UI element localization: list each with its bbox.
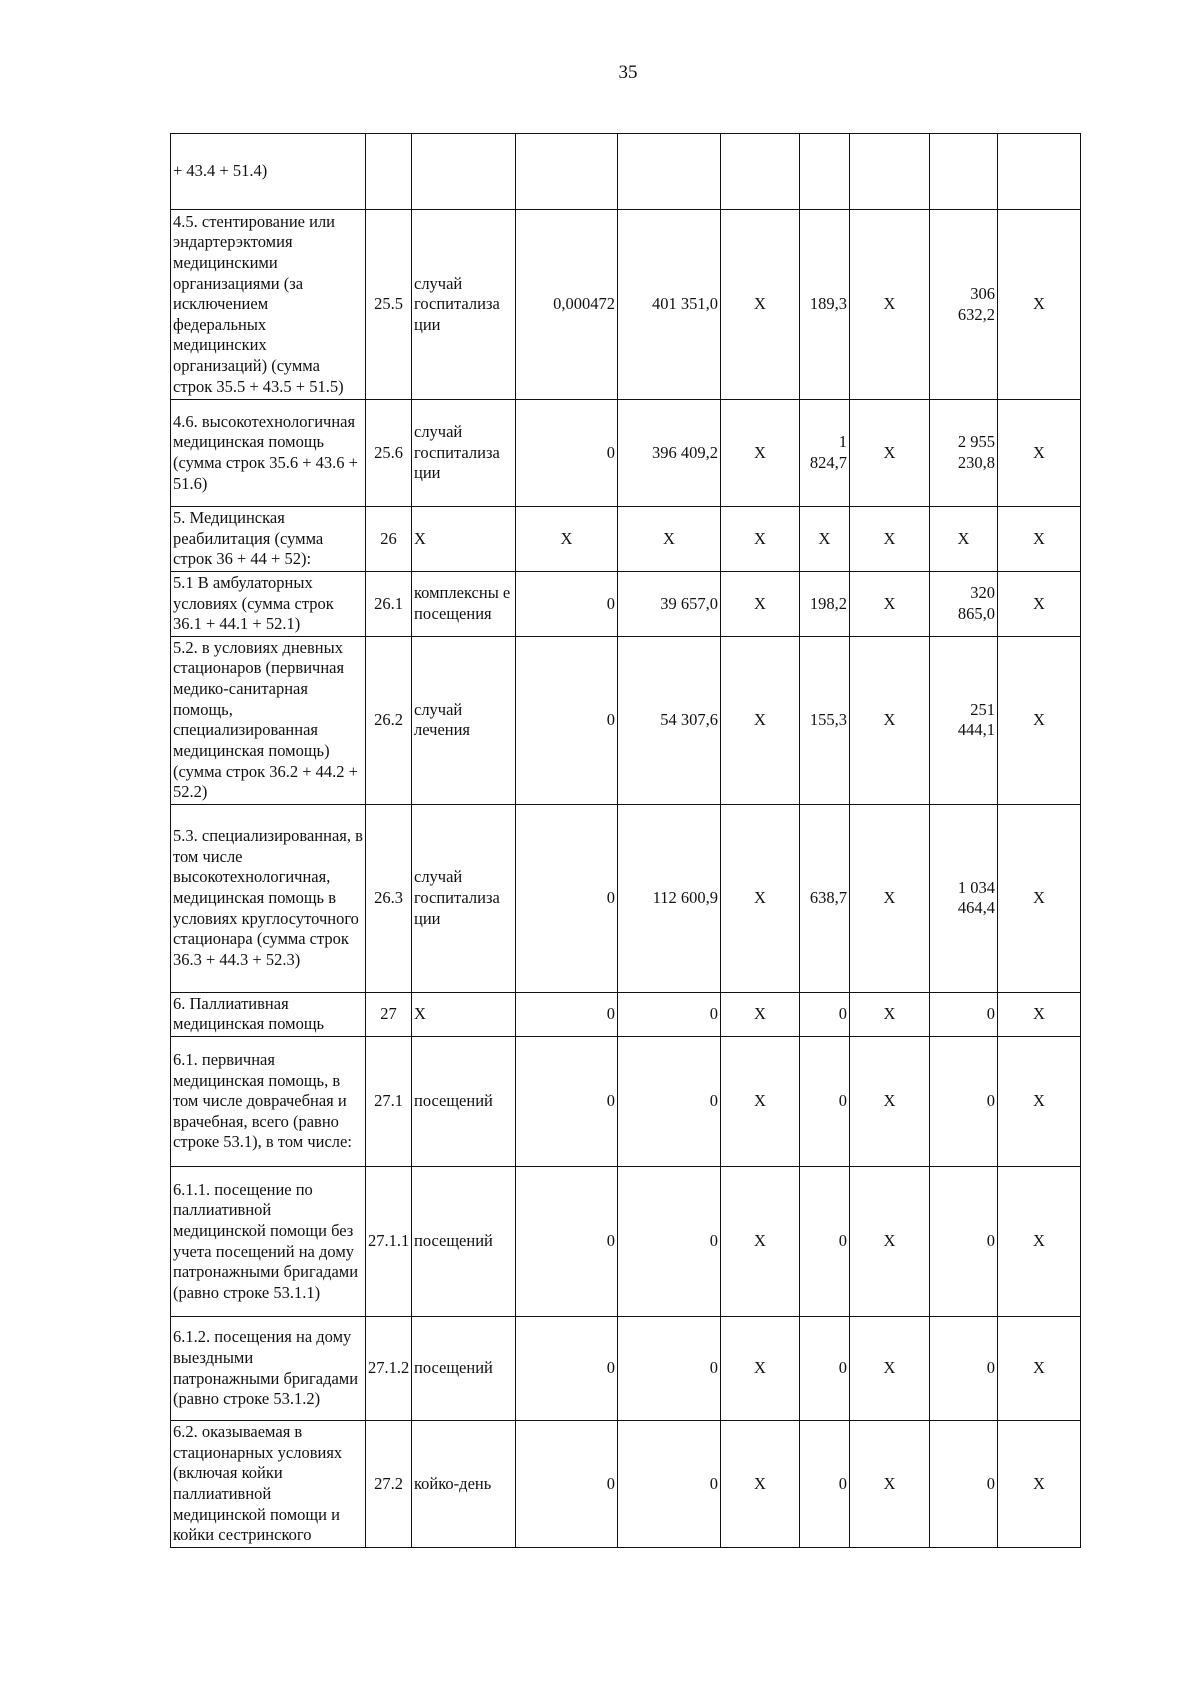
cell-col5: 0	[618, 1421, 721, 1548]
cell-col6: X	[721, 507, 800, 572]
table-row	[171, 636, 1081, 804]
cell-col8: X	[850, 804, 930, 992]
cell-col4: 0	[516, 992, 618, 1036]
row-unit: комплексны е посещения	[412, 571, 516, 636]
cell-col7: 0	[800, 1167, 850, 1317]
row-code: 26.3	[366, 804, 412, 992]
table-row	[171, 507, 1081, 572]
row-unit: X	[412, 992, 516, 1036]
cell-col4: 0	[516, 1421, 618, 1548]
row-name: 4.6. высокотехнологичная медицинская помощь (сумма строк 35.6 + 43.6 + 51.6)	[171, 400, 366, 507]
cell-col4: 0	[516, 636, 618, 804]
table-row	[171, 1317, 1081, 1421]
table-row	[171, 1037, 1081, 1167]
cell-col8: X	[850, 636, 930, 804]
cell-col8: X	[850, 400, 930, 507]
row-name: 6. Паллиативная медицинская помощь	[171, 992, 366, 1036]
row-name: 5.2. в условиях дневных стационаров (первичная медико-санитарная помощь, специализированная медицинская помощь) (сумма строк 36.2 + 44.2 + 52.2)	[171, 636, 366, 804]
cell-col10: X	[998, 1037, 1081, 1167]
cell-col7: X	[800, 507, 850, 572]
row-code: 27.1	[366, 1037, 412, 1167]
cell-col10: X	[998, 400, 1081, 507]
row-unit: случай госпитализа ции	[412, 400, 516, 507]
row-code: 26	[366, 507, 412, 572]
cell-col4: 0	[516, 1037, 618, 1167]
table-row	[171, 571, 1081, 636]
row-unit: койко-день	[412, 1421, 516, 1548]
row-name: 5. Медицинская реабилитация (сумма строк 36 + 44 + 52):	[171, 507, 366, 572]
cell-col4: 0	[516, 1167, 618, 1317]
cell-col4: X	[516, 507, 618, 572]
cell-col7: 0	[800, 1421, 850, 1548]
cell-col8: X	[850, 210, 930, 400]
cell-col10: X	[998, 804, 1081, 992]
row-unit: X	[412, 507, 516, 572]
cell-col7: 0	[800, 1317, 850, 1421]
row-code: 26.1	[366, 571, 412, 636]
cell-col7: 198,2	[800, 571, 850, 636]
cell-col5: 54 307,6	[618, 636, 721, 804]
row-unit: посещений	[412, 1317, 516, 1421]
row-code: 27.1.2	[366, 1317, 412, 1421]
row-code: 25.6	[366, 400, 412, 507]
row-name: 6.1. первичная медицинская помощь, в том числе доврачебная и врачебная, всего (равно строке 53.1), в том числе:	[171, 1037, 366, 1167]
row-unit: посещений	[412, 1037, 516, 1167]
cell-col8: X	[850, 1167, 930, 1317]
table-row	[171, 210, 1081, 400]
cell-col8	[850, 134, 930, 210]
cell-col4	[516, 134, 618, 210]
cell-col6: X	[721, 571, 800, 636]
row-name: 4.5. стентирование или эндартерэктомия медицинскими организациями (за исключением федеральных медицинских организаций) (сумма строк 35.5 + 43.5 + 51.5)	[171, 210, 366, 400]
cell-col8: X	[850, 571, 930, 636]
cell-col10: X	[998, 210, 1081, 400]
table-row	[171, 134, 1081, 210]
cell-col8: X	[850, 992, 930, 1036]
row-name: 5.1 В амбулаторных условиях (сумма строк 36.1 + 44.1 + 52.1)	[171, 571, 366, 636]
row-code: 27.2	[366, 1421, 412, 1548]
cell-col7: 1 824,7	[800, 400, 850, 507]
cell-col8: X	[850, 507, 930, 572]
cell-col5: 0	[618, 1037, 721, 1167]
cell-col9: 306 632,2	[930, 210, 998, 400]
cell-col6: X	[721, 210, 800, 400]
cell-col10: X	[998, 636, 1081, 804]
table-row	[171, 1167, 1081, 1317]
row-code: 27	[366, 992, 412, 1036]
row-unit	[412, 134, 516, 210]
cell-col6	[721, 134, 800, 210]
cell-col9: 0	[930, 1167, 998, 1317]
row-name: 5.3. специализированная, в том числе высокотехнологичная, медицинская помощь в условиях круглосуточного стационара (сумма строк 36.3 + 44.3 + 52.3)	[171, 804, 366, 992]
cell-col5: X	[618, 507, 721, 572]
table-row	[171, 1421, 1081, 1548]
cell-col6: X	[721, 804, 800, 992]
cell-col6: X	[721, 636, 800, 804]
cell-col10: X	[998, 992, 1081, 1036]
row-unit: случай лечения	[412, 636, 516, 804]
cell-col6: X	[721, 992, 800, 1036]
cell-col9: 251 444,1	[930, 636, 998, 804]
page-number: 35	[618, 62, 638, 83]
cell-col8: X	[850, 1317, 930, 1421]
cell-col6: X	[721, 1421, 800, 1548]
cell-col9: 0	[930, 1037, 998, 1167]
cell-col4: 0	[516, 804, 618, 992]
cell-col4: 0	[516, 400, 618, 507]
cell-col5	[618, 134, 721, 210]
cell-col4: 0	[516, 571, 618, 636]
row-unit: посещений	[412, 1167, 516, 1317]
cell-col5: 401 351,0	[618, 210, 721, 400]
cell-col8: X	[850, 1037, 930, 1167]
cell-col8: X	[850, 1421, 930, 1548]
cell-col7: 0	[800, 1037, 850, 1167]
table-row	[171, 804, 1081, 992]
row-name: 6.1.1. посещение по паллиативной медицинской помощи без учета посещений на дому патронажными бригадами (равно строке 53.1.1)	[171, 1167, 366, 1317]
cell-col5: 0	[618, 992, 721, 1036]
cell-col5: 0	[618, 1167, 721, 1317]
cell-col7: 638,7	[800, 804, 850, 992]
row-name: 6.1.2. посещения на дому выездными патронажными бригадами (равно строке 53.1.2)	[171, 1317, 366, 1421]
cell-col5: 0	[618, 1317, 721, 1421]
cell-col9: 0	[930, 992, 998, 1036]
cell-col5: 112 600,9	[618, 804, 721, 992]
cell-col5: 39 657,0	[618, 571, 721, 636]
cell-col5: 396 409,2	[618, 400, 721, 507]
cell-col10: X	[998, 1167, 1081, 1317]
row-unit: случай госпитализа ции	[412, 210, 516, 400]
row-code: 27.1.1	[366, 1167, 412, 1317]
row-code	[366, 134, 412, 210]
cell-col6: X	[721, 1317, 800, 1421]
cell-col9: 0	[930, 1421, 998, 1548]
cell-col9: 0	[930, 1317, 998, 1421]
row-unit: случай госпитализа ции	[412, 804, 516, 992]
cell-col10	[998, 134, 1081, 210]
cell-col6: X	[721, 1167, 800, 1317]
cell-col9: 320 865,0	[930, 571, 998, 636]
row-name: + 43.4 + 51.4)	[171, 134, 366, 210]
row-code: 26.2	[366, 636, 412, 804]
cell-col10: X	[998, 1421, 1081, 1548]
table-row	[171, 992, 1081, 1036]
cell-col7	[800, 134, 850, 210]
data-table	[170, 133, 1081, 1548]
cell-col9: X	[930, 507, 998, 572]
cell-col6: X	[721, 1037, 800, 1167]
cell-col7: 0	[800, 992, 850, 1036]
cell-col7: 189,3	[800, 210, 850, 400]
cell-col9: 1 034 464,4	[930, 804, 998, 992]
cell-col6: X	[721, 400, 800, 507]
cell-col4: 0,000472	[516, 210, 618, 400]
cell-col9: 2 955 230,8	[930, 400, 998, 507]
cell-col7: 155,3	[800, 636, 850, 804]
cell-col10: X	[998, 507, 1081, 572]
cell-col10: X	[998, 571, 1081, 636]
row-code: 25.5	[366, 210, 412, 400]
cell-col9	[930, 134, 998, 210]
table-row	[171, 400, 1081, 507]
row-name: 6.2. оказываемая в стационарных условиях (включая койки паллиативной медицинской помощи и койки сестринского	[171, 1421, 366, 1548]
cell-col4: 0	[516, 1317, 618, 1421]
cell-col10: X	[998, 1317, 1081, 1421]
